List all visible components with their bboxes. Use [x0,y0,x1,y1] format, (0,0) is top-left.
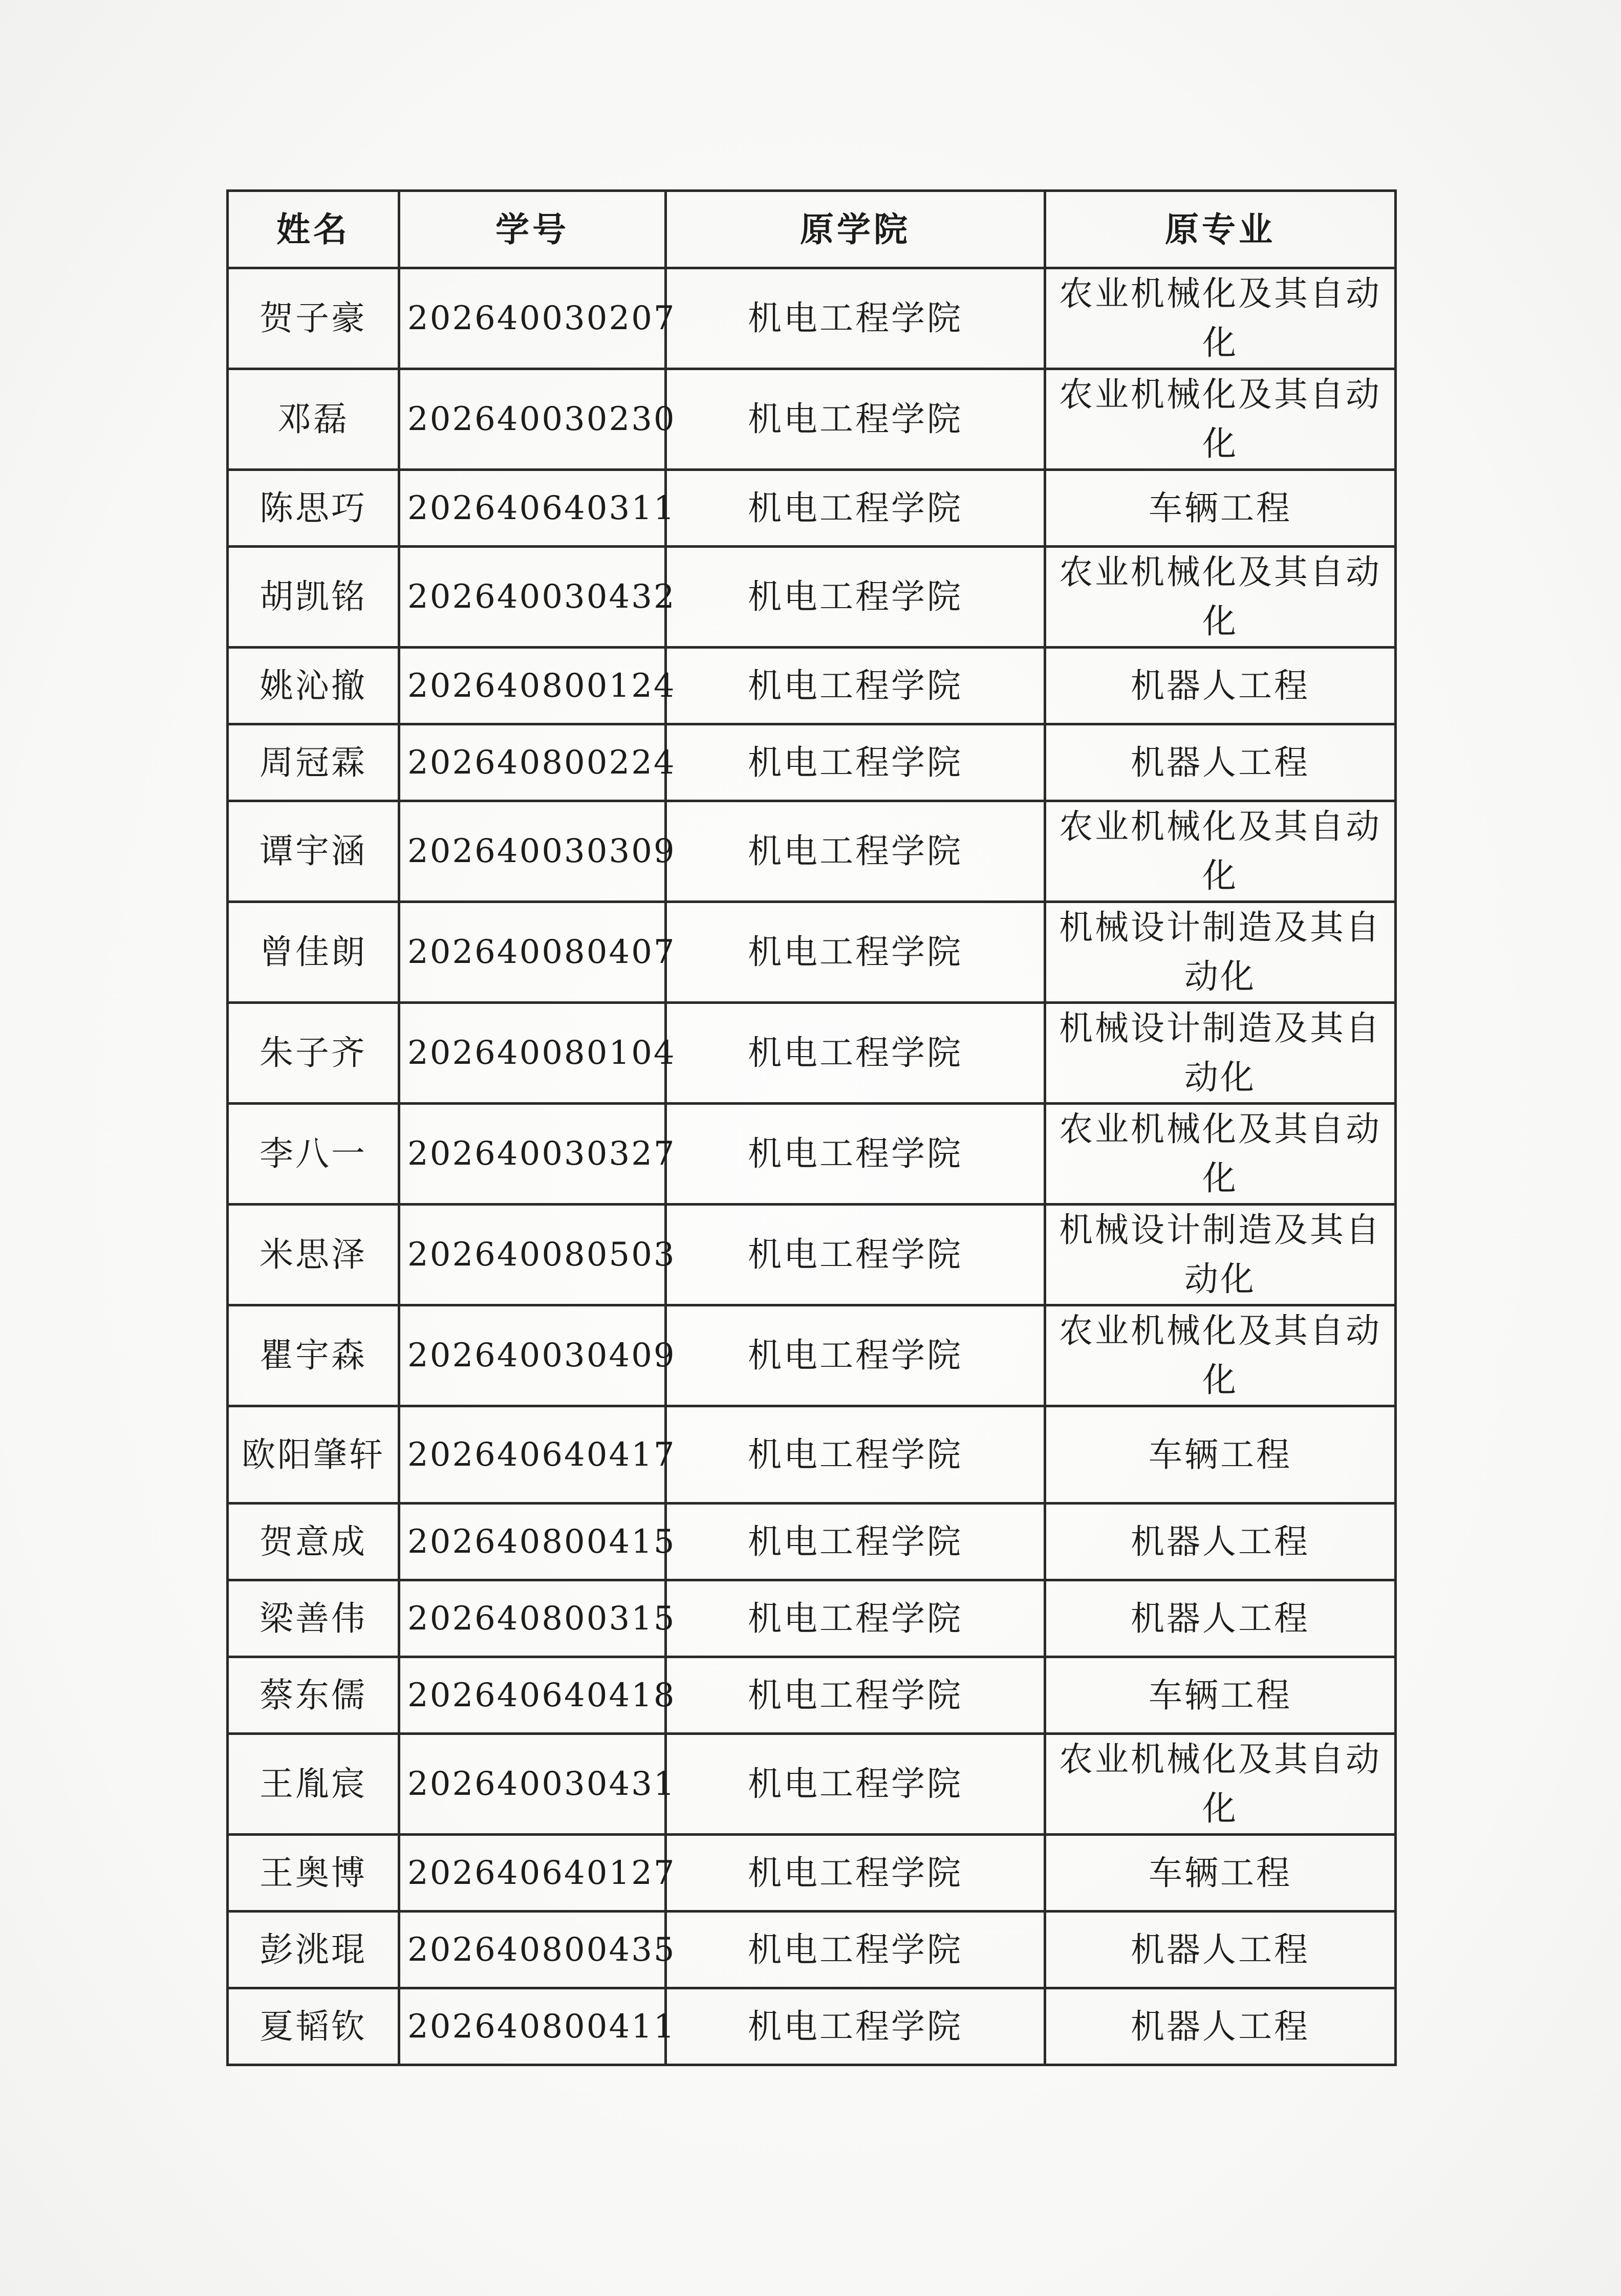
table-row [228,1988,1396,2065]
cell-name: 王胤宸 [228,1734,399,1835]
table-row [228,1657,1396,1734]
cell-student-id: 202640030431 [399,1734,666,1835]
cell-student-id: 202640030409 [399,1305,666,1406]
cell-original-college: 机电工程学院 [666,1657,1045,1734]
cell-original-college: 机电工程学院 [666,1504,1045,1580]
cell-original-major: 车辆工程 [1045,1406,1396,1504]
header-name: 姓名 [228,191,399,268]
cell-student-id: 202640800124 [399,648,666,724]
cell-original-major: 机械设计制造及其自动化 [1045,902,1396,1003]
cell-original-major: 机械设计制造及其自动化 [1045,1205,1396,1305]
table-row [228,1504,1396,1580]
cell-original-college: 机电工程学院 [666,1580,1045,1657]
cell-name: 瞿宇森 [228,1305,399,1406]
cell-student-id: 202640640418 [399,1657,666,1734]
cell-original-major: 机械设计制造及其自动化 [1045,1003,1396,1104]
table-row [228,470,1396,547]
cell-student-id: 202640080407 [399,902,666,1003]
cell-original-major: 农业机械化及其自动化 [1045,1104,1396,1205]
cell-student-id: 202640080104 [399,1003,666,1104]
cell-original-college: 机电工程学院 [666,268,1045,369]
cell-name: 谭宇涵 [228,801,399,902]
cell-original-major: 车辆工程 [1045,1657,1396,1734]
cell-original-college: 机电工程学院 [666,1205,1045,1305]
cell-original-major: 机器人工程 [1045,1504,1396,1580]
cell-student-id: 202640640417 [399,1406,666,1504]
table-row [228,902,1396,1003]
table-row [228,1003,1396,1104]
cell-student-id: 202640640127 [399,1835,666,1912]
cell-name: 蔡东儒 [228,1657,399,1734]
cell-student-id: 202640030432 [399,547,666,648]
cell-name: 周冠霖 [228,724,399,801]
cell-original-major: 车辆工程 [1045,470,1396,547]
header-student-id: 学号 [399,191,666,268]
cell-name: 李八一 [228,1104,399,1205]
header-original-major: 原专业 [1045,191,1396,268]
cell-name: 曾佳朗 [228,902,399,1003]
cell-original-college: 机电工程学院 [666,547,1045,648]
cell-student-id: 202640800411 [399,1988,666,2065]
cell-original-major: 农业机械化及其自动化 [1045,369,1396,470]
cell-original-major: 机器人工程 [1045,724,1396,801]
cell-name: 王奥博 [228,1835,399,1912]
cell-original-major: 农业机械化及其自动化 [1045,1734,1396,1835]
cell-original-major: 机器人工程 [1045,1912,1396,1988]
cell-original-college: 机电工程学院 [666,1305,1045,1406]
table-row [228,1734,1396,1835]
cell-original-major: 机器人工程 [1045,1988,1396,2065]
table-row [228,801,1396,902]
cell-name: 梁善伟 [228,1580,399,1657]
cell-original-college: 机电工程学院 [666,1104,1045,1205]
cell-name: 胡凯铭 [228,547,399,648]
table-row [228,1205,1396,1305]
cell-original-major: 农业机械化及其自动化 [1045,547,1396,648]
cell-name: 邓磊 [228,369,399,470]
cell-student-id: 202640800224 [399,724,666,801]
header-original-college: 原学院 [666,191,1045,268]
table-row [228,1580,1396,1657]
cell-name: 姚沁撤 [228,648,399,724]
cell-name: 夏韬钦 [228,1988,399,2065]
cell-name: 贺意成 [228,1504,399,1580]
cell-student-id: 202640080503 [399,1205,666,1305]
cell-original-college: 机电工程学院 [666,1835,1045,1912]
cell-original-major: 机器人工程 [1045,1580,1396,1657]
table-row [228,1406,1396,1504]
cell-student-id: 202640800435 [399,1912,666,1988]
cell-original-major: 机器人工程 [1045,648,1396,724]
cell-name: 贺子豪 [228,268,399,369]
student-transfer-table [226,189,1397,2066]
cell-name: 彭洮琨 [228,1912,399,1988]
cell-student-id: 202640030309 [399,801,666,902]
cell-original-college: 机电工程学院 [666,1912,1045,1988]
table-header-row [228,191,1396,268]
cell-name: 朱子齐 [228,1003,399,1104]
cell-original-college: 机电工程学院 [666,724,1045,801]
cell-name: 米思泽 [228,1205,399,1305]
table-row [228,369,1396,470]
cell-original-college: 机电工程学院 [666,1003,1045,1104]
cell-original-major: 农业机械化及其自动化 [1045,268,1396,369]
cell-student-id: 202640030327 [399,1104,666,1205]
cell-name: 欧阳肇轩 [228,1406,399,1504]
cell-student-id: 202640800315 [399,1580,666,1657]
cell-original-college: 机电工程学院 [666,801,1045,902]
cell-original-major: 农业机械化及其自动化 [1045,1305,1396,1406]
cell-original-college: 机电工程学院 [666,369,1045,470]
table-row [228,268,1396,369]
cell-student-id: 202640640311 [399,470,666,547]
table-row [228,1912,1396,1988]
table-row [228,1305,1396,1406]
table-row [228,648,1396,724]
cell-original-college: 机电工程学院 [666,1734,1045,1835]
table-row [228,1835,1396,1912]
cell-student-id: 202640030230 [399,369,666,470]
cell-original-college: 机电工程学院 [666,902,1045,1003]
cell-original-college: 机电工程学院 [666,470,1045,547]
cell-student-id: 202640030207 [399,268,666,369]
cell-original-major: 车辆工程 [1045,1835,1396,1912]
cell-original-major: 农业机械化及其自动化 [1045,801,1396,902]
table-row [228,547,1396,648]
cell-original-college: 机电工程学院 [666,1988,1045,2065]
cell-student-id: 202640800415 [399,1504,666,1580]
cell-name: 陈思巧 [228,470,399,547]
table-row [228,1104,1396,1205]
table-body [228,268,1396,2065]
cell-original-college: 机电工程学院 [666,648,1045,724]
cell-original-college: 机电工程学院 [666,1406,1045,1504]
table-row [228,724,1396,801]
